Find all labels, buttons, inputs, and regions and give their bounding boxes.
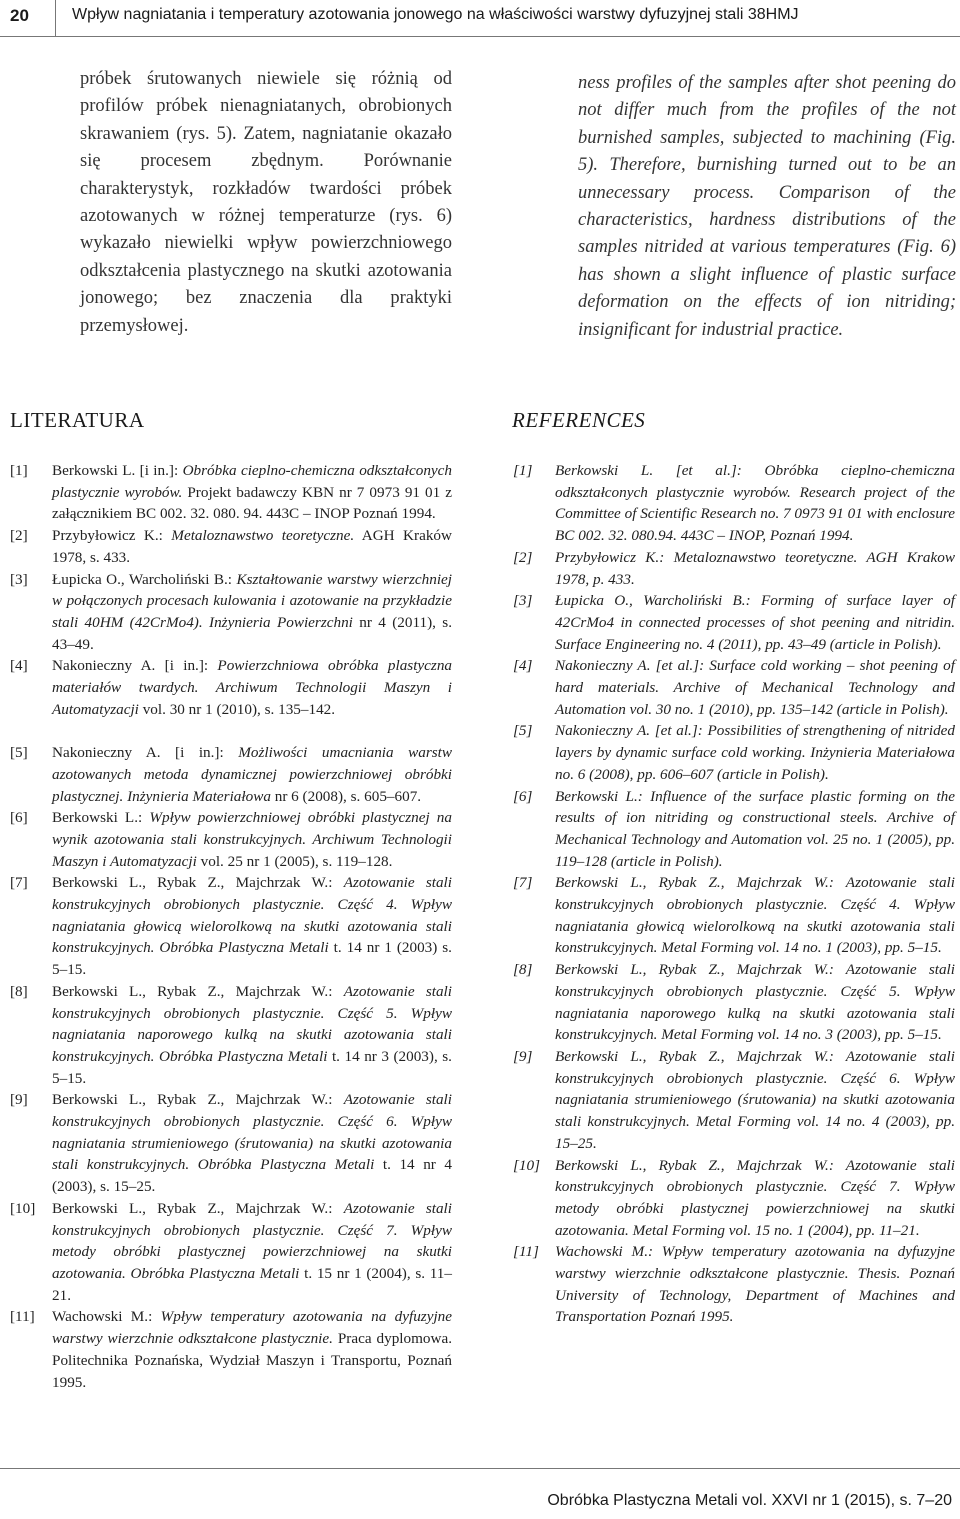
reference-text: Berkowski L., Rybak Z., Majchrzak W.: Azotowanie stali konstrukcyjnych obrobionych plastycznie. Część 6. Wpływ nagniatania strumieniowego (śrutowania) na skutki azotowania stali konstrukcyjnych. Metal Forming vol. 14 no. 4 (2003), pp. 15–25. <box>555 1047 955 1152</box>
reference-number: [3] <box>10 570 28 588</box>
reference-text: Berkowski L., Rybak Z., Majchrzak W.: Azotowanie stali konstrukcyjnych obrobionych plastycznie. Część 5. Wpływ nagniatania naporowego kulką na skutki azotowania stali konstrukcyjnych. Metal Forming vol. 14 no. 3 (2003), pp. 5–15. <box>555 961 955 1044</box>
reference-item <box>513 1155 955 1242</box>
reference-title: Azotowanie stali konstrukcyjnych obrobionych plastycznie. Część 6. Wpływ nagniatania strumieniowego (śrutowania) na skutki azotowania stali konstrukcyjnych. Obróbka Plastyczna Metali <box>52 1091 452 1174</box>
reference-item <box>513 959 955 1046</box>
reference-number: [9] <box>10 1091 28 1109</box>
reference-segment: Berkowski L., Rybak Z., Majchrzak W.: <box>52 1091 344 1109</box>
reference-title: Wpływ powierzchniowej obróbki plastycznej na wynik azotowania stali konstrukcyjnych. Archiwum Technologii Maszyn i Automatyzacji <box>52 809 452 870</box>
reference-text <box>52 525 452 568</box>
footer-rule <box>0 1468 960 1469</box>
reference-text: Berkowski L.: Influence of the surface plastic forming on the results of ion nitriding og constructional steels. Archive of Mechanical Technology and Automation vol. 25 no. 1 (2005), pp. 119–128 (article in Polish). <box>555 787 955 870</box>
reference-number: [5] <box>513 722 533 740</box>
reference-item <box>513 460 955 547</box>
reference-text: Nakonieczny A. [et al.]: Possibilities of strengthening of nitrided layers by dynamic surface cold working. Inżynieria Materiałowa no. 6 (2008), pp. 606–607 (article in Polish). <box>555 722 955 783</box>
reference-item <box>10 1089 452 1198</box>
reference-segment: Projekt badawczy KBN nr 7 0973 91 01 z załącznikiem BC 002. 32. 080. 94. 443C – INOP Poznań 1994. <box>52 483 453 523</box>
reference-segment: Wachowski M.: <box>52 1308 161 1326</box>
reference-text: Przybyłowicz K.: Metaloznawstwo teoretyczne. AGH Krakow 1978, p. 433. <box>555 548 955 588</box>
reference-text: Łupicka O., Warcholiński B.: Forming of surface layer of 42CrMo4 in connected processes of shot peening and nitridin. Surface Engineering no. 4 (2011), pp. 43–49 (article in Polish). <box>555 592 955 653</box>
reference-text <box>52 981 452 1090</box>
reference-number: [8] <box>10 982 28 1000</box>
reference-segment: Berkowski L., Rybak Z., Majchrzak W.: <box>52 982 344 1000</box>
reference-text: Berkowski L., Rybak Z., Majchrzak W.: Azotowanie stali konstrukcyjnych obrobionych plastycznie. Część 7. Wpływ metody obróbki plastycznej powierzchniowej na skutki azotowania. Metal Forming vol. 15 no. 1 (2004), pp. 11–21. <box>555 1156 955 1239</box>
reference-number: [2] <box>10 527 28 545</box>
reference-number: [5] <box>10 744 28 762</box>
reference-number: [6] <box>10 809 28 827</box>
reference-segment: Nakonieczny A. [i in.]: <box>52 744 239 762</box>
reference-text <box>52 1089 452 1198</box>
reference-text: Nakonieczny A. [et al.]: Surface cold working – shot peening of hard materials. Archive of Mechanical Technology and Automation vol. 30 no. 1 (2010), pp. 135–142 (article in Polish). <box>555 657 955 718</box>
reference-number: [7] <box>513 874 533 892</box>
reference-text <box>52 460 452 525</box>
reference-title: Azotowanie stali konstrukcyjnych obrobionych plastycznie. Część 4. Wpływ nagniatania głowicą wielorolkową na skutki azotowania stali konstrukcyjnych. Obróbka Plastyczna Metali <box>52 874 452 957</box>
reference-segment: AGH Kraków 1978, s. 433. <box>52 527 452 566</box>
reference-item <box>10 569 452 656</box>
reference-segment: nr 4 (2011), s. 43–49. <box>52 613 452 653</box>
reference-item <box>10 460 452 525</box>
reference-segment: Łupicka O., Warcholiński B.: <box>52 570 237 588</box>
reference-segment: Przybyłowicz K.: <box>52 527 172 545</box>
reference-segment: t. 15 nr 1 (2004), s. 11–21. <box>52 1265 452 1304</box>
reference-segment: Berkowski L. [i in.]: <box>52 462 183 479</box>
reference-number: [4] <box>513 657 533 675</box>
reference-title: Powierzchniowa obróbka plastyczna materiałów twardych. Archiwum Technologii Maszyn i Automatyzacji <box>52 657 453 718</box>
reference-number: [2] <box>513 548 533 566</box>
reference-item <box>10 1306 452 1393</box>
journal-footer: Obróbka Plastyczna Metali vol. XXVI nr 1 (2015), s. 7–20 <box>547 1492 952 1509</box>
english-paragraph: ness profiles of the samples after shot peening do not differ much from the profiles of the not burnished samples, subjected to machining (Fig. 5). Therefore, burnishing turned out to be an unnecessary process. Comparison of the characteristics, hardness distributions of the samples nitrided at various temperatures (Fig. 6) has shown a slight influence of plastic surface deformation on the effects of ion nitriding; insignificant for industrial practice. <box>578 73 956 340</box>
reference-text <box>52 742 452 807</box>
reference-item <box>513 655 955 720</box>
header-divider <box>55 0 56 37</box>
reference-title: Azotowanie stali konstrukcyjnych obrobionych plastycznie. Część 7. Wpływ metody obróbki plastycznej powierzchniowej na skutki azotowania. Obróbka Plastyczna Metali <box>52 1199 452 1282</box>
reference-text <box>52 1306 452 1393</box>
references-heading: REFERENCES <box>512 408 646 432</box>
reference-item <box>10 655 452 720</box>
english-body-text <box>578 70 956 344</box>
reference-item <box>10 807 452 872</box>
reference-item <box>513 1241 955 1328</box>
reference-item <box>10 1198 452 1307</box>
reference-title: Możliwości umacniania warstw azotowanych metoda dynamicznej powierzchniowej obróbki plastycznej. Inżynieria Materiałowa <box>52 744 452 805</box>
reference-number: [10] <box>513 1156 541 1174</box>
reference-title: Kształtowanie warstwy wierzchniej w połączonych procesach kulowania i azotowanie na przykładzie stali 40HM (42CrMo4). Inżynieria Powierzchni <box>52 570 453 631</box>
reference-text: Wachowski M.: Wpływ temperatury azotowania na dyfuzyjne warstwy wierzchnie odkształcone plastycznie. Thesis. Poznań University of Technology, Department of Machines and Transportation Poznań 1995. <box>555 1243 955 1326</box>
reference-segment: vol. 25 nr 1 (2005), s. 119–128. <box>196 852 393 870</box>
reference-item <box>513 872 955 959</box>
reference-number: [6] <box>513 787 533 805</box>
reference-item <box>10 981 452 1090</box>
reference-item <box>513 547 955 590</box>
reference-title: Wpływ temperatury azotowania na dyfuzyjne warstwy wierzchnie odkształcone plastycznie. <box>52 1308 453 1348</box>
reference-number: [10] <box>10 1199 36 1217</box>
reference-segment: t. 14 nr 4 (2003), s. 15–25. <box>52 1156 452 1196</box>
literatura-heading: LITERATURA <box>10 408 145 432</box>
literatura-list <box>10 460 452 1393</box>
reference-item <box>513 1046 955 1155</box>
reference-number: [11] <box>10 1308 35 1326</box>
reference-segment: Praca dyplomowa. Politechnika Poznańska, Wydział Maszyn i Transportu, Poznań 1995. <box>52 1330 453 1391</box>
reference-number: [3] <box>513 592 533 610</box>
reference-text <box>52 1198 452 1307</box>
reference-item <box>513 720 955 785</box>
reference-segment: Berkowski L., Rybak Z., Majchrzak W.: <box>52 1199 344 1217</box>
reference-segment: Nakonieczny A. [i in.]: <box>52 657 218 675</box>
reference-segment: t. 14 nr 3 (2003), s. 5–15. <box>52 1047 452 1087</box>
reference-number: [11] <box>513 1243 539 1261</box>
page-header <box>0 0 960 40</box>
reference-number: [1] <box>10 462 28 479</box>
reference-item <box>10 742 452 807</box>
polish-paragraph: próbek śrutowanych niewiele się różnią od profilów próbek nienagniatanych, obrobionych skrawaniem (rys. 5). Zatem, nagniatanie okazało się procesem zbędnym. Porównanie charakterystyk, rozkładów twardości próbek azotowanych w różnej temperaturze (rys. 6) wykazało niewielki wpływ powierzchniowego odkształcenia plastycznego na skutki azotowania jonowego; bez znaczenia dla praktyki przemysłowej. <box>80 69 452 336</box>
reference-text <box>52 807 452 872</box>
references-list <box>513 460 955 1328</box>
reference-number: [1] <box>513 462 533 479</box>
reference-number: [8] <box>513 961 533 979</box>
reference-item <box>10 872 452 981</box>
reference-segment: vol. 30 nr 1 (2010), s. 135–142. <box>138 700 336 718</box>
reference-item <box>513 786 955 873</box>
reference-segment: t. 14 nr 1 (2003) s. 5–15. <box>52 939 452 979</box>
reference-item <box>10 525 452 568</box>
polish-body-text <box>80 66 452 340</box>
reference-text <box>52 569 452 656</box>
reference-number: [7] <box>10 874 28 892</box>
reference-segment: Berkowski L.: <box>52 809 150 827</box>
reference-item <box>513 590 955 655</box>
running-title: Wpływ nagniatania i temperatury azotowania jonowego na właściwości warstwy dyfuzyjnej stali 38HMJ <box>72 6 799 23</box>
page-number: 20 <box>10 6 29 25</box>
reference-text <box>52 655 452 720</box>
reference-text <box>52 872 452 981</box>
reference-number: [4] <box>10 657 28 675</box>
reference-title: Azotowanie stali konstrukcyjnych obrobionych plastycznie. Część 5. Wpływ nagniatania naporowego kulką na skutki azotowania stali konstrukcyjnych. Obróbka Plastyczna Metali <box>52 982 452 1065</box>
reference-segment: nr 6 (2008), s. 605–607. <box>270 787 422 805</box>
reference-segment: Berkowski L., Rybak Z., Majchrzak W.: <box>52 874 344 892</box>
header-rule <box>0 36 960 37</box>
reference-text: Berkowski L., Rybak Z., Majchrzak W.: Azotowanie stali konstrukcyjnych obrobionych plastycznie. Część 4. Wpływ nagniatania głowicą wielorolkową na skutki azotowania stali konstrukcyjnych. Metal Forming vol. 14 no. 1 (2003), pp. 5–15. <box>555 874 955 957</box>
reference-title: Obróbka cieplno-chemiczna odkształconych plastycznie wyrobów. <box>52 462 452 501</box>
reference-title: Metaloznawstwo teoretyczne. <box>171 527 355 545</box>
reference-number: [9] <box>513 1047 533 1065</box>
reference-text: Berkowski L. [et al.]: Obróbka cieplno-chemiczna odkształconych plastycznie wyrobów. Research project of the Committee of Scientific Research no. 7 0973 91 01 with enclosure BC 002. 32. 080.94. 443C – INOP, Poznań 1994. <box>555 462 956 545</box>
